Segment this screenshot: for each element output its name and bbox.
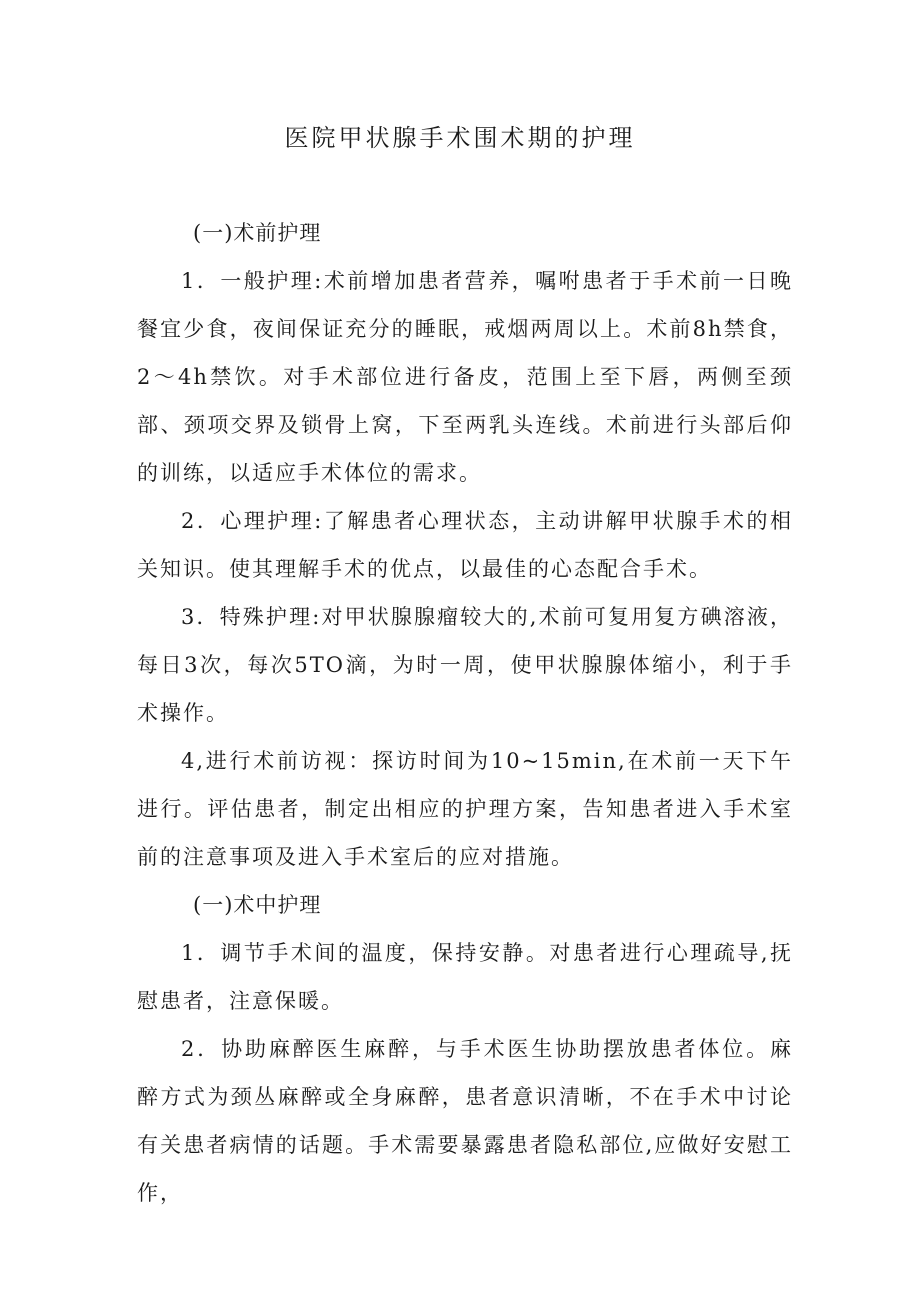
paragraph-preoperative-visit: 4,进行术前访视：探访时间为10~15min,在术前一天下午进行。评估患者，制定出相应的护理方案，告知患者进入手术室前的注意事项及进入手术室后的应对措施。 <box>137 749 793 869</box>
paragraph-anesthesia-assist: 2．协助麻醉医生麻醉，与手术医生协助摆放患者体位。麻醉方式为颈丛麻醉或全身麻醉，患者意识清晰，不在手术中讨论有关患者病情的话题。手术需要暴露患者隐私部位,应做好安慰工作， <box>137 1037 793 1205</box>
section-heading-preoperative: (一)术前护理 <box>193 221 322 245</box>
document-body <box>137 209 793 1217</box>
document-title: 医院甲状腺手术围术期的护理 <box>284 124 636 152</box>
paragraph-psychological-care: 2．心理护理:了解患者心理状态，主动讲解甲状腺手术的相关知识。使其理解手术的优点，以最佳的心态配合手术。 <box>137 509 793 581</box>
paragraph-special-care: 3．特殊护理:对甲状腺腺瘤较大的,术前可复用复方碘溶液，每日3次，每次5TO滴，为时一周，使甲状腺腺体缩小，利于手术操作。 <box>137 605 793 725</box>
paragraph-general-care: 1．一般护理:术前增加患者营养，嘱咐患者于手术前一日晚餐宜少食，夜间保证充分的睡眠，戒烟两周以上。术前8h禁食，2～4h禁饮。对手术部位进行备皮，范围上至下唇，两侧至颈部、颈项交界及锁骨上窝，下至两乳头连线。术前进行头部后仰的训练，以适应手术体位的需求。 <box>137 269 793 485</box>
paragraph-room-temperature: 1．调节手术间的温度，保持安静。对患者进行心理疏导,抚慰患者，注意保暖。 <box>137 941 793 1013</box>
section-heading-intraoperative: (一)术中护理 <box>193 893 322 917</box>
